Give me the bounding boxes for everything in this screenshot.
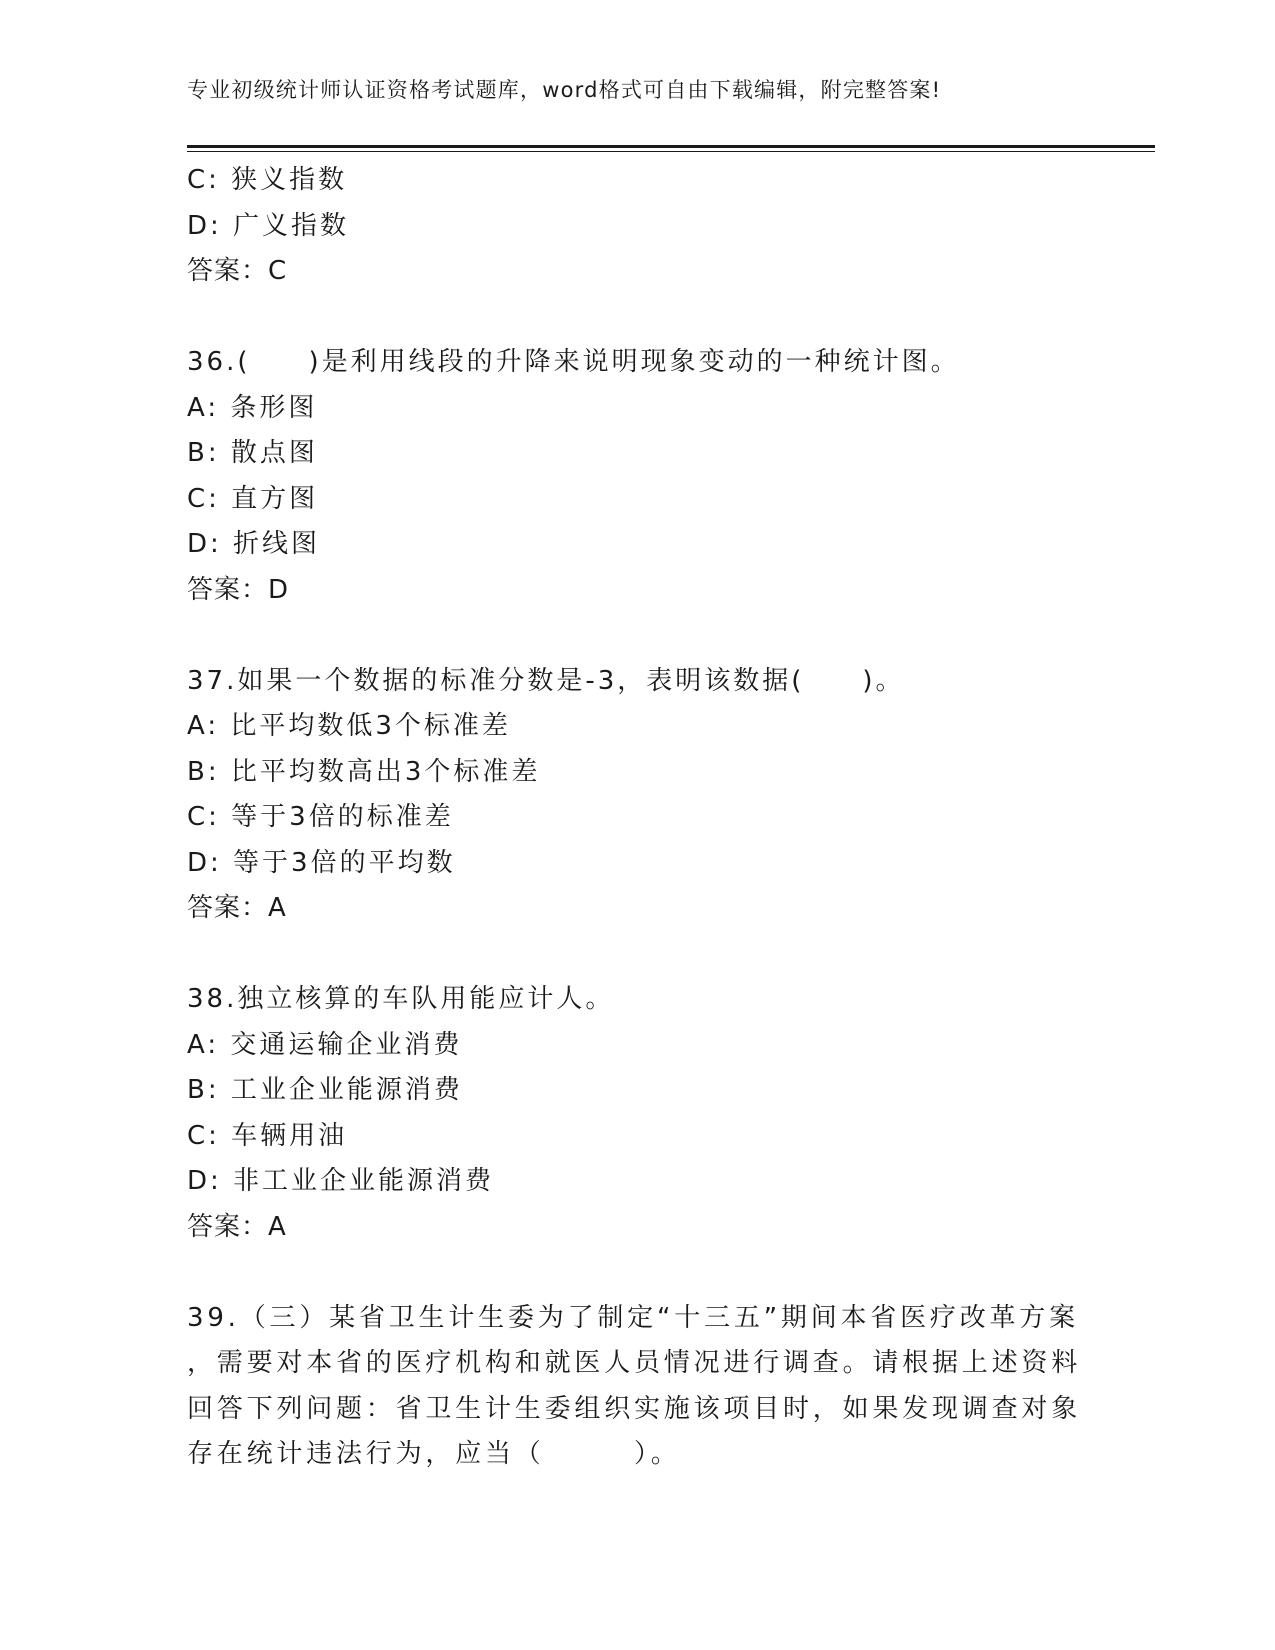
option-c: C: 狭义指数 (187, 165, 348, 195)
question-38 (187, 977, 1087, 1250)
question-37 (187, 659, 1087, 932)
option-a: A: 条形图 (187, 392, 318, 423)
answer-line: 答案：A (187, 1211, 287, 1242)
option-d: D: 广义指数 (187, 210, 350, 241)
option-c: C: 等于3倍的标准差 (187, 802, 454, 832)
option-d: D: 等于3倍的平均数 (187, 847, 456, 878)
question-stem-line: 存在统计违法行为，应当（ ）。 (187, 1439, 681, 1469)
answer-line: 答案：C (187, 256, 288, 286)
question-stem-line: 回答下列问题：省卫生计生委组织实施该项目时，如果发现调查对象 (187, 1393, 1082, 1424)
option-b: B: 工业企业能源消费 (187, 1075, 463, 1105)
question-stem: 38.独立核算的车队用能应计人。 (187, 984, 615, 1014)
question-39 (187, 1296, 1082, 1478)
question-list (187, 158, 1087, 1478)
header-divider (187, 145, 1155, 152)
answer-line: 答案：D (187, 574, 290, 605)
question-stem: 37.如果一个数据的标准分数是-3，表明该数据( )。 (187, 665, 905, 696)
option-d: D: 折线图 (187, 529, 321, 559)
question-stem-line: 39.（三）某省卫生计生委为了制定“十三五”期间本省医疗改革方案 (187, 1302, 1079, 1333)
answer-line: 答案：A (187, 893, 287, 923)
question-stem: 36.( )是利用线段的升降来说明现象变动的一种统计图。 (187, 347, 960, 377)
option-c: C: 车辆用油 (187, 1120, 348, 1151)
option-d: D: 非工业企业能源消费 (187, 1166, 495, 1196)
option-a: A: 交通运输企业消费 (187, 1029, 463, 1060)
option-b: B: 散点图 (187, 438, 318, 468)
option-c: C: 直方图 (187, 483, 319, 514)
option-a: A: 比平均数低3个标准差 (187, 711, 511, 741)
page-header: 专业初级统计师认证资格考试题库，word格式可自由下载编辑，附完整答案! (187, 78, 942, 102)
question-36 (187, 340, 1087, 613)
question-stem-line: ，需要对本省的医疗机构和就医人员情况进行调查。请根据上述资料 (187, 1348, 1082, 1378)
option-b: B: 比平均数高出3个标准差 (187, 756, 541, 787)
